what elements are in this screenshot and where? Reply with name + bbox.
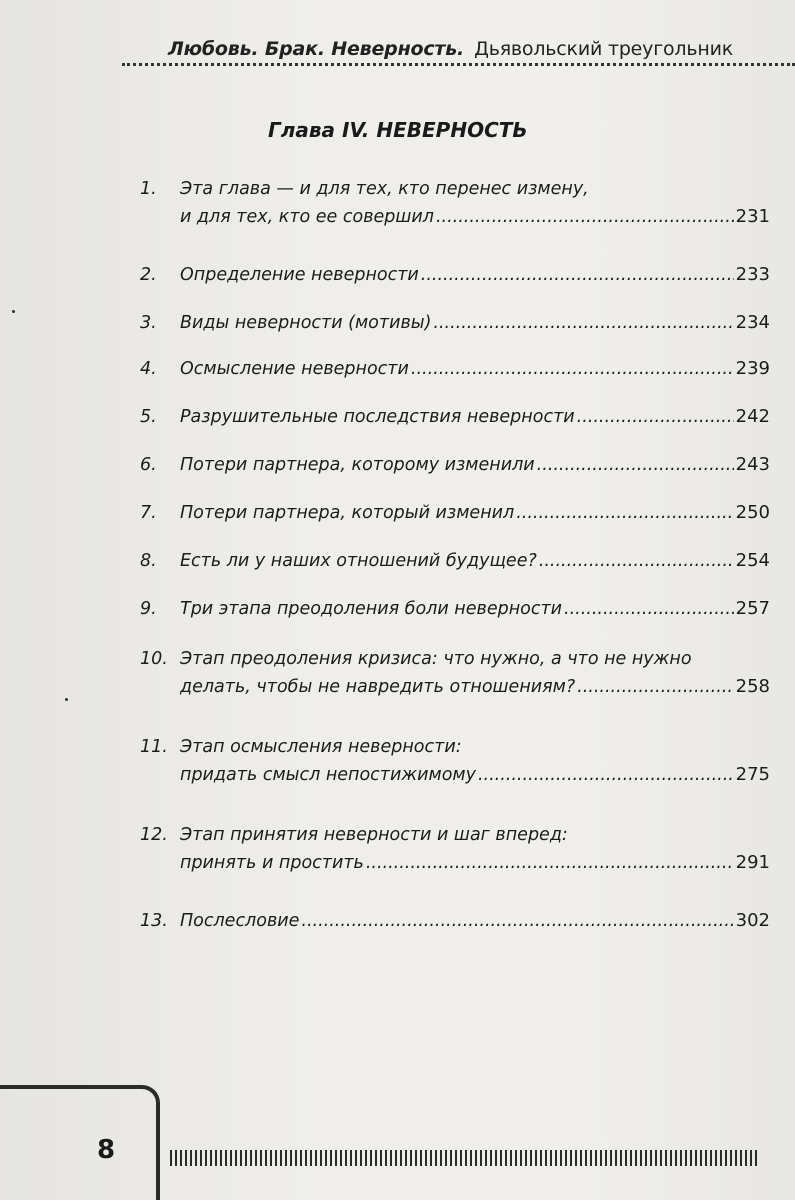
toc-entry-title: Этап принятия неверности и шаг вперед: (180, 825, 568, 845)
toc-entry-number: 2. (140, 265, 157, 285)
toc-page-number: 291 (735, 852, 770, 873)
toc-leader-dots (301, 908, 733, 934)
toc-entry-title: Эта глава — и для тех, кто перенес измену, (180, 179, 589, 199)
toc-page-number: 231 (735, 206, 770, 227)
toc-page-number: 234 (735, 312, 770, 333)
toc-entry-title: Потери партнера, которому изменили (180, 455, 535, 475)
toc-leader-dots (436, 204, 734, 230)
toc-entry-title: Этап преодоления кризиса: что нужно, а что не нужно (180, 649, 692, 669)
toc-entry-line (180, 850, 770, 878)
footer-frame (0, 1085, 160, 1200)
toc-entry-number: 12. (140, 825, 168, 845)
toc-entry-number: 11. (140, 737, 168, 757)
toc-page-number: 302 (735, 910, 770, 931)
toc-entry-number: 7. (140, 503, 157, 523)
toc-page-number: 257 (735, 598, 770, 619)
toc-entry-title: и для тех, кто ее совершил (180, 207, 434, 227)
running-header-subtitle: Дьявольский треугольник (474, 38, 734, 60)
toc-entry-title: делать, чтобы не навредить отношениям? (180, 677, 576, 697)
toc-leader-dots (433, 310, 733, 336)
toc-entry-line (180, 596, 770, 624)
toc-leader-dots (366, 850, 734, 876)
toc-entry-line (180, 204, 770, 232)
running-header (168, 38, 733, 60)
toc-leader-dots (537, 452, 734, 478)
toc-entry-title: Определение неверности (180, 265, 419, 285)
toc-page-number: 254 (735, 550, 770, 571)
toc-leader-dots (411, 356, 734, 382)
toc-entry-number: 6. (140, 455, 157, 475)
toc-entry-line (180, 548, 770, 576)
toc-entry-line (180, 310, 770, 338)
toc-leader-dots (577, 674, 733, 700)
toc-page-number: 243 (735, 454, 770, 475)
running-header-bold: Любовь. Брак. Неверность. (168, 38, 465, 60)
toc-entry-line (180, 404, 770, 432)
toc-entry-line (180, 356, 770, 384)
toc-entry-number: 13. (140, 911, 168, 931)
toc-leader-dots (539, 548, 734, 574)
toc-page-number: 233 (735, 264, 770, 285)
toc-entry-title: Разрушительные последствия неверности (180, 407, 575, 427)
toc-entry-number: 1. (140, 179, 157, 199)
toc-entry-line (180, 500, 770, 528)
toc-entry-line (180, 762, 770, 790)
speck-mark (12, 310, 15, 313)
toc-leader-dots (577, 404, 734, 430)
toc-entry-number: 3. (140, 313, 157, 333)
toc-entry-title: Потери партнера, который изменил (180, 503, 515, 523)
toc-page-number: 258 (735, 676, 770, 697)
toc-entry-line (180, 646, 770, 674)
toc-entry-title: Есть ли у наших отношений будущее? (180, 551, 537, 571)
toc-entry-line (180, 822, 770, 850)
toc-entry-line (180, 262, 770, 290)
toc-entry-number: 10. (140, 649, 168, 669)
toc-leader-dots (421, 262, 734, 288)
footer-decorative-bars (170, 1150, 760, 1166)
toc-leader-dots (564, 596, 734, 622)
toc-leader-dots (478, 762, 734, 788)
toc-entry-title: Виды неверности (мотивы) (180, 313, 432, 333)
toc-entry-number: 4. (140, 359, 157, 379)
header-dotted-rule (122, 63, 795, 66)
toc-entry-title: Этап осмысления неверности: (180, 737, 462, 757)
toc-entry-line (180, 176, 770, 204)
toc-entry-title: Послесловие (180, 911, 300, 931)
toc-entry-line (180, 734, 770, 762)
page-number: 8 (97, 1135, 116, 1165)
toc-entry-number: 9. (140, 599, 157, 619)
toc-entry-title: принять и простить (180, 853, 364, 873)
toc-entry-number: 8. (140, 551, 157, 571)
toc-page-number: 242 (735, 406, 770, 427)
toc-page-number: 239 (735, 358, 770, 379)
toc-page-number: 250 (735, 502, 770, 523)
toc-entry-line (180, 674, 770, 702)
toc-entry-title: Три этапа преодоления боли неверности (180, 599, 563, 619)
toc-leader-dots (516, 500, 733, 526)
toc-entry-line (180, 452, 770, 480)
chapter-title: Глава IV. НЕВЕРНОСТЬ (268, 118, 528, 142)
toc-entry-title: придать смысл непостижимому (180, 765, 476, 785)
toc-entry-title: Осмысление неверности (180, 359, 409, 379)
speck-mark (65, 698, 68, 701)
toc-page-number: 275 (735, 764, 770, 785)
toc-entry-line (180, 908, 770, 936)
toc-entry-number: 5. (140, 407, 157, 427)
